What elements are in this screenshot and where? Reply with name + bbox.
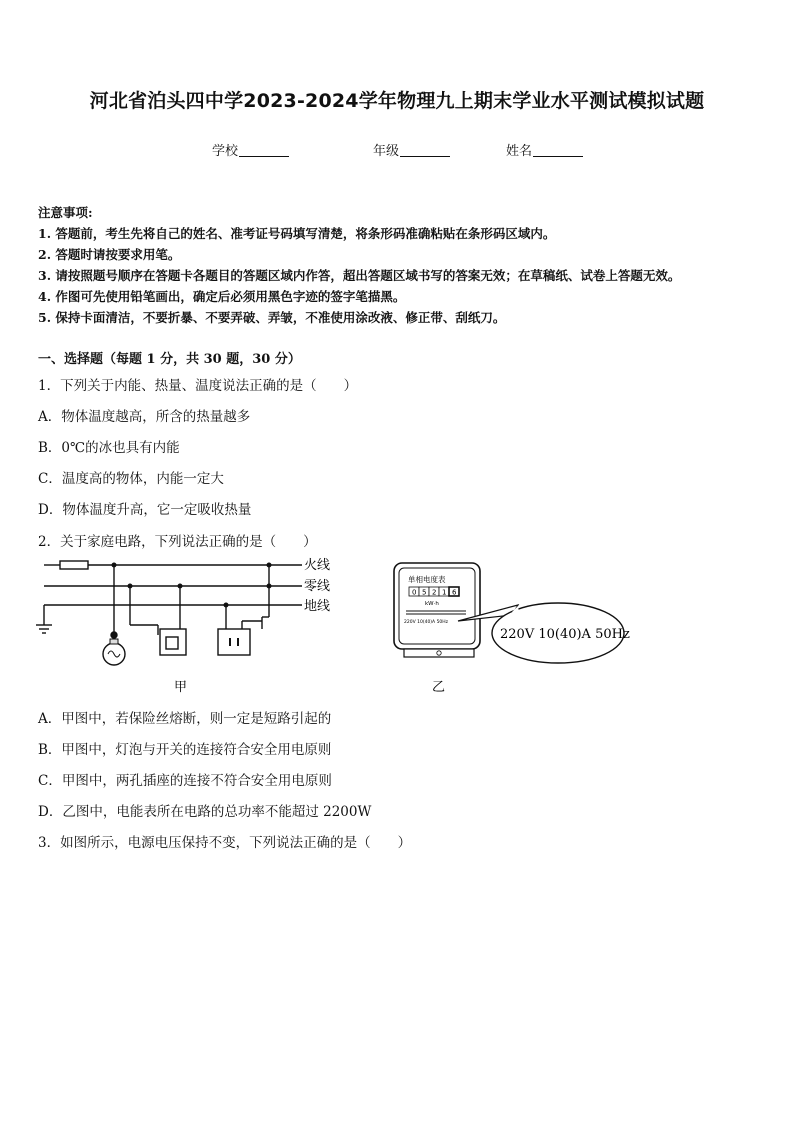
q2-option-d: D．乙图中，电能表所在电路的总功率不能超过 2200W (38, 804, 372, 820)
name-blank (533, 144, 583, 157)
q1-option-b: B．0℃的冰也具有内能 (38, 440, 180, 456)
question-3-stem: 3．如图所示，电源电压保持不变，下列说法正确的是（ ） (38, 835, 412, 851)
rating-callout (458, 603, 630, 663)
question-1-stem: 1．下列关于内能、热量、温度说法正确的是（ ） (38, 378, 358, 394)
school-label: 学校 (212, 144, 239, 159)
electric-meter (394, 563, 480, 657)
meter-digit: 6 (452, 588, 457, 597)
school-blank (239, 144, 289, 157)
callout-text: 220V 10(40)A 50Hz (500, 627, 630, 642)
notice-item: 5. 保持卡面清洁，不要折暴、不要弄破、弄皱，不准使用涂改液、修正带、刮纸刀。 (38, 310, 506, 325)
notice-item: 2. 答题时请按要求用笔。 (38, 247, 181, 262)
caption-jia: 甲 (174, 680, 188, 695)
q2-option-c: C．甲图中，两孔插座的连接不符合安全用电原则 (38, 773, 332, 789)
meter-unit: kW·h (425, 601, 439, 607)
meter-rating-small: 220V 10(40)A 50Hz (404, 620, 449, 625)
fuse-icon (60, 561, 88, 569)
q2-option-b: B．甲图中，灯泡与开关的连接符合安全用电原则 (38, 742, 332, 758)
question-2-stem: 2．关于家庭电路，下列说法正确的是（ ） (38, 534, 317, 550)
page-title: 河北省泊头四中学2023-2024学年物理九上期末学业水平测试模拟试题 (89, 90, 705, 112)
q1-option-a: A．物体温度越高，所含的热量越多 (38, 409, 251, 425)
notice-item: 1. 答题前，考生先将自己的姓名、准考证号码填写清楚，将条形码准确粘贴在条形码区域内。 (38, 226, 556, 241)
section-heading: 一、选择题（每题 1 分，共 30 题，30 分） (38, 352, 301, 367)
meter-digit: 5 (422, 588, 427, 597)
meter-digit: 1 (442, 588, 447, 597)
meter-title: 单相电度表 (408, 575, 446, 584)
label-fire-wire: 火线 (304, 558, 331, 573)
meter-digit: 0 (412, 588, 417, 597)
q1-option-d: D．物体温度升高，它一定吸收热量 (38, 502, 252, 518)
name-label: 姓名 (506, 144, 533, 159)
caption-yi: 乙 (432, 680, 446, 695)
lamp-icon (103, 639, 125, 665)
grade-label: 年级 (373, 144, 400, 159)
meter-digit: 2 (432, 588, 437, 597)
label-ground-wire: 地线 (304, 599, 331, 614)
school-field (212, 140, 289, 159)
q2-option-a: A．甲图中，若保险丝熔断，则一定是短路引起的 (38, 711, 332, 727)
notice-item: 3. 请按照题号顺序在答题卡各题目的答题区域内作答，超出答题区域书写的答案无效；在草稿纸、试卷上答题无效。 (38, 268, 681, 283)
label-neutral-wire: 零线 (304, 579, 331, 594)
q1-option-c: C．温度高的物体，内能一定大 (38, 471, 224, 487)
notice-item: 4. 作图可先使用铅笔画出，确定后必须用黑色字迹的签字笔描黑。 (38, 289, 406, 304)
name-field (506, 140, 583, 159)
grade-field (373, 140, 450, 159)
grade-blank (400, 144, 450, 157)
notice-heading: 注意事项: (38, 205, 93, 220)
household-circuit-figure (30, 553, 650, 701)
